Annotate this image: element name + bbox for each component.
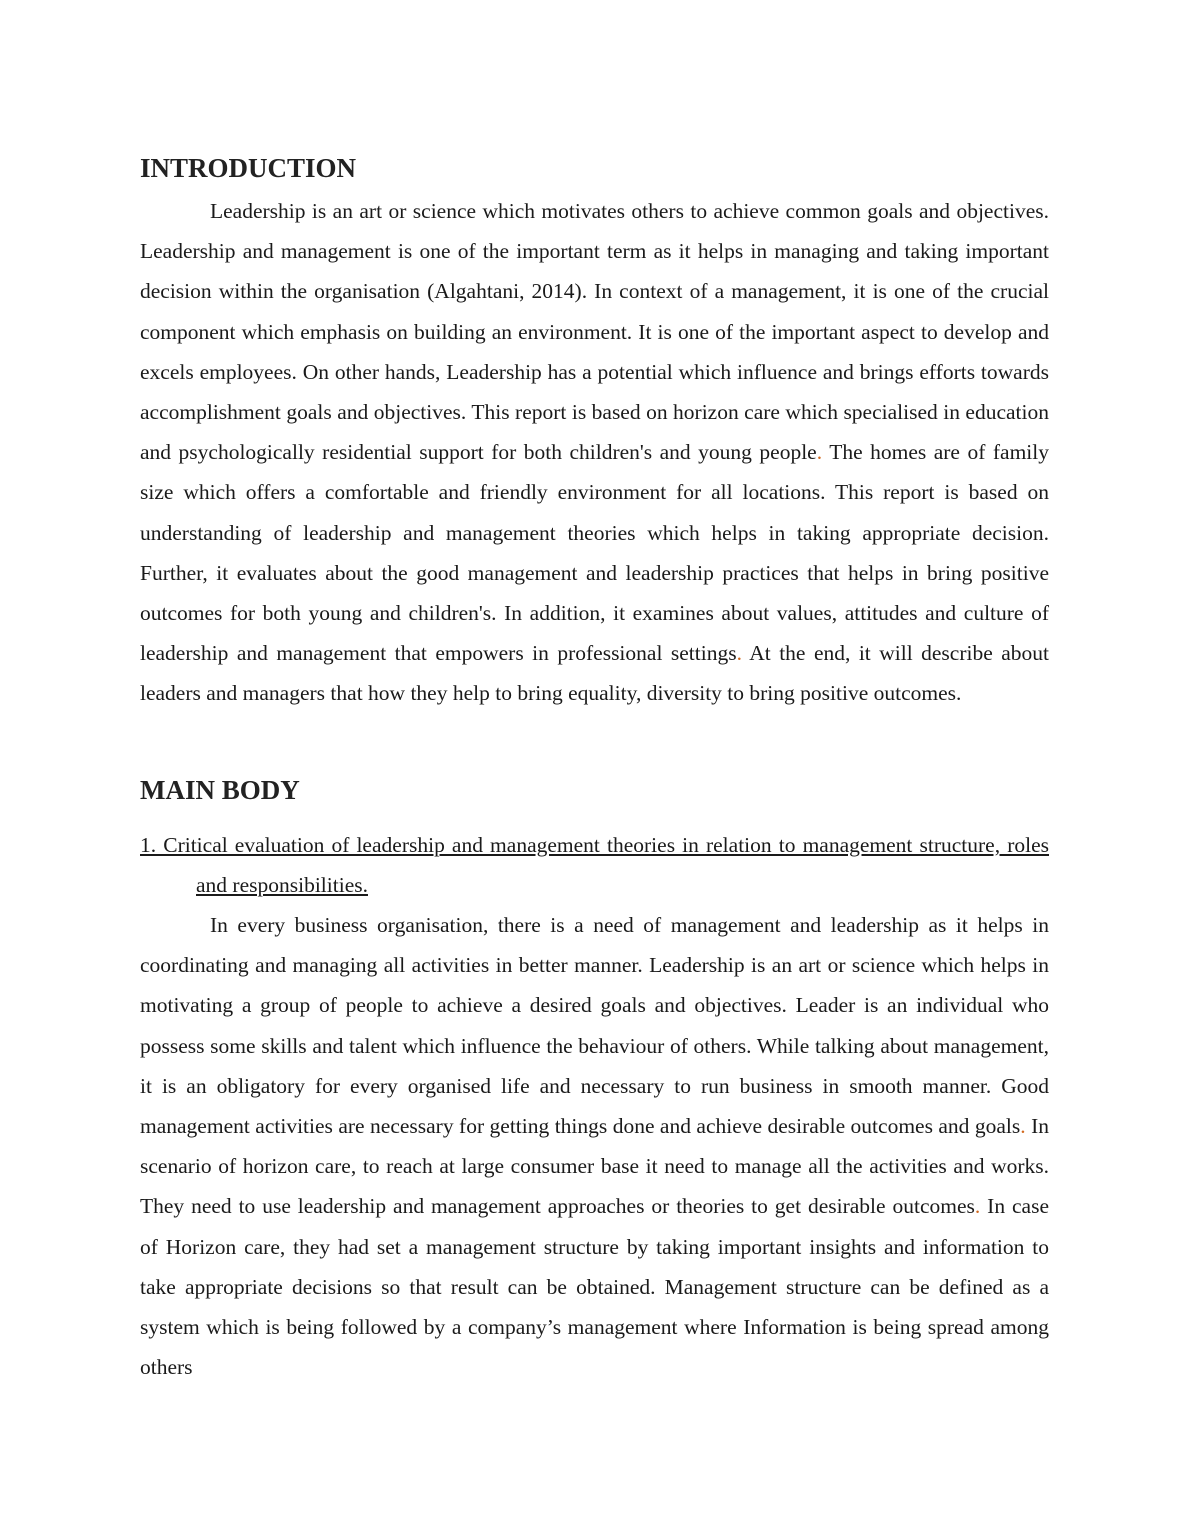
introduction-paragraph [140,191,1049,714]
intro-text-part1: Leadership is an art or science which motivates others to achieve common goals and objectives. Leadership and management is one of the important term as it helps in managing and taking important decision within the organisation (Algahtani, 2014). In context of a management, it is one of the crucial component which emphasis on building an environment. It is one of the important aspect to develop and excels employees. On other hands, Leadership has a potential which influence and brings efforts towards accomplishment goals and objectives. This report is based on horizon care which specialised in education and psychologically residential support for both children's and young people [140,199,1049,465]
highlighted-period: . [974,1194,981,1219]
highlighted-period: . [1020,1114,1026,1139]
intro-text-part2: The homes are of family size which offers a comfortable and friendly environment for all locations. This report is based on understanding of leadership and management theories which helps in taking appropriate decision. Further, it evaluates about the good management and leadership practices that helps in bring positive outcomes for both young and children's. In addition, it examines about values, attitudes and culture of leadership and management that empowers in professional settings [140,440,1049,666]
section-1-paragraph [140,905,1049,1387]
highlighted-period: . [816,440,823,465]
introduction-heading: INTRODUCTION [140,153,357,183]
intro-text-part3: At the end, it will describe about leaders and managers that how they help to bring equality, diversity to bring positive outcomes. [140,641,1049,706]
main-body-heading: MAIN BODY [140,775,300,805]
section1-text-part1: In every business organisation, there is a need of management and leadership as it helps in coordinating and managing all activities in better manner. Leadership is an art or science which helps in motivating a group of people to achieve a desired goals and objectives. Leader is an individual who possess some skills and talent which influence the behaviour of others. While talking about management, it is an obligatory for every organised life and necessary to run business in smooth manner. Good management activities are necessary for getting things done and achieve desirable outcomes and goals [140,913,1049,1139]
section1-text-part3: In case of Horizon care, they had set a management structure by taking important insights and information to take appropriate decisions so that result can be obtained. Management structure can be defined as a system which is being followed by a company’s management where Information is being spread among others [140,1194,1049,1380]
section1-text-part2: In scenario of horizon care, to reach at large consumer base it need to manage all the activities and works. They need to use leadership and management approaches or theories to get desirable outcomes [140,1114,1049,1219]
highlighted-period: . [736,641,742,666]
section-1-title: 1. Critical evaluation of leadership and management theories in relation to management structure, roles and responsibilities. [140,833,1049,897]
